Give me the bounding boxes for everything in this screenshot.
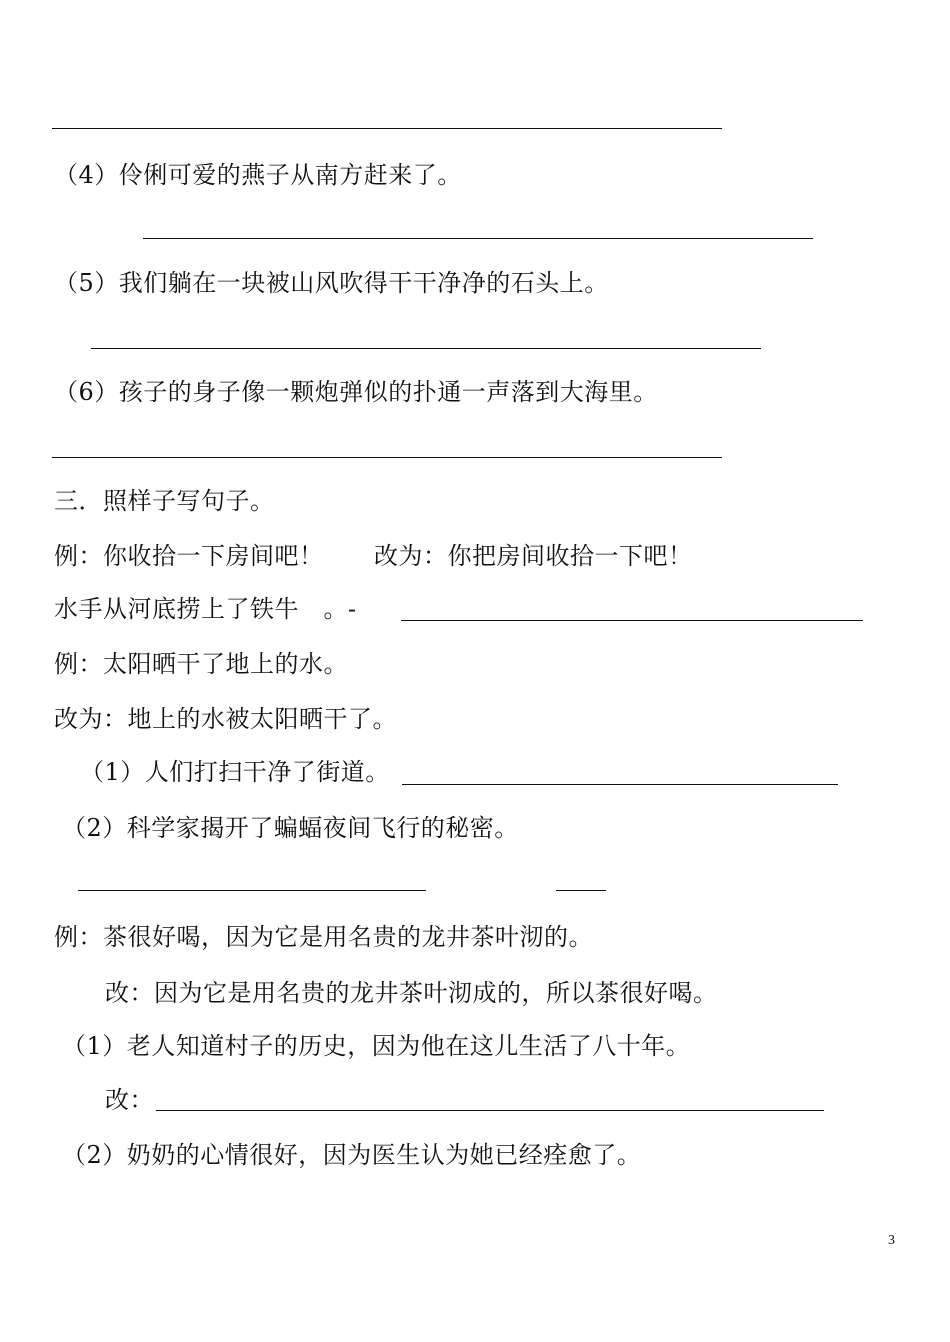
- example-3-changed: 改：因为它是用名贵的龙井茶叶沏成的，所以茶很好喝。: [105, 979, 718, 1007]
- answer-line-6[interactable]: [52, 457, 722, 458]
- exercise-3b: （2）奶奶的心情很好，因为医生认为她已经痊愈了。: [62, 1141, 642, 1169]
- exercise-2a: （1）人们打扫干净了街道。: [80, 758, 390, 786]
- item-6: （6）孩子的身子像一颗炮弹似的扑通一声落到大海里。: [54, 378, 658, 406]
- page-number: 3: [888, 1233, 895, 1248]
- example-3-original: 例：茶很好喝，因为它是用名贵的龙井茶叶沏的。: [54, 923, 593, 951]
- item-4: （4）伶俐可爱的燕子从南方赶来了。: [54, 161, 462, 189]
- example-1-original: 例：你收拾一下房间吧！: [54, 542, 324, 570]
- answer-line-exercise-3a[interactable]: [156, 1110, 824, 1111]
- example-2-original: 例：太阳晒干了地上的水。: [54, 650, 348, 678]
- answer-line-exercise-2b-2[interactable]: [556, 890, 606, 891]
- answer-line-3[interactable]: [52, 128, 722, 129]
- exercise-3a-label: 改：: [105, 1086, 154, 1114]
- answer-line-5[interactable]: [91, 348, 761, 349]
- example-2-changed: 改为：地上的水被太阳晒干了。: [54, 705, 397, 733]
- answer-line-exercise-1[interactable]: [401, 620, 863, 621]
- exercise-3a: （1）老人知道村子的历史，因为他在这儿生活了八十年。: [62, 1032, 691, 1060]
- example-1-changed: 改为：你把房间收拾一下吧！: [374, 542, 693, 570]
- item-5: （5）我们躺在一块被山风吹得干干净净的石头上。: [54, 269, 609, 297]
- answer-line-4[interactable]: [143, 238, 813, 239]
- section-3-heading: 三．照样子写句子。: [54, 487, 275, 515]
- answer-line-exercise-2b-1[interactable]: [78, 890, 426, 891]
- answer-line-exercise-2a[interactable]: [402, 784, 838, 785]
- exercise-1: 水手从河底捞上了铁牛 。-: [54, 595, 357, 623]
- exercise-2b: （2）科学家揭开了蝙蝠夜间飞行的秘密。: [62, 814, 519, 842]
